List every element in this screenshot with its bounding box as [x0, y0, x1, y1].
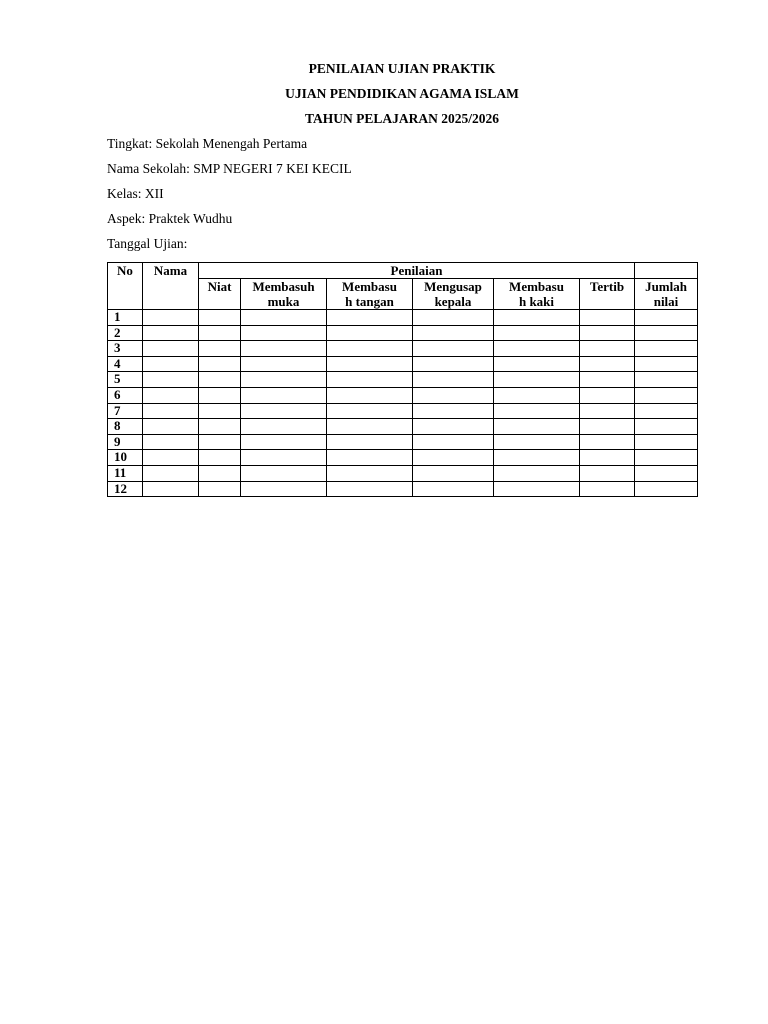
- cell-nama: [143, 481, 199, 497]
- cell-membasuh-muka: [241, 325, 327, 341]
- cell-tertib: [580, 372, 635, 388]
- cell-niat: [199, 465, 241, 481]
- cell-membasuh-muka: [241, 481, 327, 497]
- cell-jumlah-nilai: [635, 465, 698, 481]
- header-membasuh-tangan-l2: h tangan: [345, 294, 394, 309]
- cell-mengusap-kepala: [413, 403, 494, 419]
- cell-mengusap-kepala: [413, 325, 494, 341]
- title-line-1: PENILAIAN UJIAN PRAKTIK: [308, 61, 496, 76]
- row-number: 6: [108, 387, 143, 403]
- cell-nama: [143, 419, 199, 435]
- cell-membasuh-tangan: [327, 372, 413, 388]
- header-membasuh-muka-l1: Membasuh: [252, 279, 315, 294]
- cell-membasuh-kaki: [494, 450, 580, 466]
- cell-membasuh-tangan: [327, 450, 413, 466]
- cell-membasuh-tangan: [327, 403, 413, 419]
- header-tertib: Tertib: [580, 279, 635, 310]
- cell-membasuh-tangan: [327, 434, 413, 450]
- cell-membasuh-muka: [241, 403, 327, 419]
- cell-membasuh-kaki: [494, 434, 580, 450]
- table-row: [108, 341, 698, 357]
- grading-table: [107, 262, 698, 497]
- cell-membasuh-kaki: [494, 403, 580, 419]
- cell-niat: [199, 325, 241, 341]
- cell-tertib: [580, 310, 635, 326]
- cell-mengusap-kepala: [413, 341, 494, 357]
- cell-tertib: [580, 465, 635, 481]
- cell-membasuh-tangan: [327, 419, 413, 435]
- cell-tertib: [580, 419, 635, 435]
- cell-membasuh-kaki: [494, 325, 580, 341]
- header-membasuh-tangan-l1: Membasu: [342, 279, 397, 294]
- cell-membasuh-kaki: [494, 356, 580, 372]
- row-number: 4: [108, 356, 143, 372]
- cell-tertib: [580, 403, 635, 419]
- cell-jumlah-nilai: [635, 450, 698, 466]
- table-row: [108, 387, 698, 403]
- table-row: [108, 481, 698, 497]
- row-number: 1: [108, 310, 143, 326]
- cell-membasuh-tangan: [327, 325, 413, 341]
- cell-jumlah-nilai: [635, 419, 698, 435]
- header-membasuh-kaki-l1: Membasu: [509, 279, 564, 294]
- cell-nama: [143, 450, 199, 466]
- cell-niat: [199, 310, 241, 326]
- cell-membasuh-tangan: [327, 356, 413, 372]
- cell-membasuh-muka: [241, 356, 327, 372]
- row-number: 5: [108, 372, 143, 388]
- row-number: 8: [108, 419, 143, 435]
- cell-jumlah-nilai: [635, 387, 698, 403]
- cell-membasuh-tangan: [327, 387, 413, 403]
- cell-mengusap-kepala: [413, 419, 494, 435]
- cell-nama: [143, 356, 199, 372]
- cell-mengusap-kepala: [413, 356, 494, 372]
- grading-table-body: [108, 310, 698, 497]
- cell-membasuh-kaki: [494, 387, 580, 403]
- cell-tertib: [580, 450, 635, 466]
- header-membasuh-muka-l2: muka: [267, 294, 300, 309]
- cell-niat: [199, 356, 241, 372]
- header-jumlah-nilai-l1: Jumlah: [645, 279, 687, 294]
- cell-niat: [199, 387, 241, 403]
- cell-mengusap-kepala: [413, 310, 494, 326]
- cell-membasuh-muka: [241, 419, 327, 435]
- table-row: [108, 325, 698, 341]
- header-membasuh-muka: [241, 279, 327, 310]
- header-jumlah-nilai-l2: nilai: [653, 294, 679, 309]
- cell-membasuh-muka: [241, 434, 327, 450]
- cell-niat: [199, 403, 241, 419]
- header-mengusap-kepala-l1: Mengusap: [424, 279, 482, 294]
- cell-membasuh-muka: [241, 450, 327, 466]
- title-line-2: UJIAN PENDIDIKAN AGAMA ISLAM: [285, 86, 519, 101]
- cell-niat: [199, 450, 241, 466]
- cell-nama: [143, 310, 199, 326]
- cell-membasuh-kaki: [494, 481, 580, 497]
- header-mengusap-kepala: [413, 279, 494, 310]
- header-penilaian: Penilaian: [199, 263, 635, 279]
- cell-tertib: [580, 434, 635, 450]
- cell-nama: [143, 341, 199, 357]
- row-number: 12: [108, 481, 143, 497]
- cell-nama: [143, 403, 199, 419]
- cell-jumlah-nilai: [635, 356, 698, 372]
- cell-jumlah-nilai: [635, 403, 698, 419]
- cell-membasuh-tangan: [327, 481, 413, 497]
- row-number: 11: [108, 465, 143, 481]
- cell-nama: [143, 434, 199, 450]
- cell-membasuh-kaki: [494, 310, 580, 326]
- cell-membasuh-muka: [241, 387, 327, 403]
- cell-tertib: [580, 481, 635, 497]
- cell-niat: [199, 419, 241, 435]
- cell-jumlah-nilai: [635, 325, 698, 341]
- cell-niat: [199, 481, 241, 497]
- row-number: 10: [108, 450, 143, 466]
- row-number: 9: [108, 434, 143, 450]
- cell-membasuh-kaki: [494, 341, 580, 357]
- header-membasuh-kaki-l2: h kaki: [518, 294, 555, 309]
- table-row: [108, 450, 698, 466]
- row-number: 7: [108, 403, 143, 419]
- cell-jumlah-nilai: [635, 341, 698, 357]
- cell-membasuh-kaki: [494, 419, 580, 435]
- info-tanggal-ujian: Tanggal Ujian:: [107, 236, 188, 251]
- cell-mengusap-kepala: [413, 372, 494, 388]
- cell-niat: [199, 434, 241, 450]
- cell-membasuh-muka: [241, 465, 327, 481]
- cell-tertib: [580, 341, 635, 357]
- cell-niat: [199, 341, 241, 357]
- cell-mengusap-kepala: [413, 465, 494, 481]
- header-jumlah-nilai: [635, 279, 698, 310]
- header-mengusap-kepala-l2: kepala: [434, 294, 472, 309]
- cell-mengusap-kepala: [413, 387, 494, 403]
- table-row: [108, 403, 698, 419]
- cell-jumlah-nilai: [635, 434, 698, 450]
- cell-tertib: [580, 387, 635, 403]
- table-row: [108, 310, 698, 326]
- cell-jumlah-nilai: [635, 372, 698, 388]
- cell-membasuh-muka: [241, 372, 327, 388]
- cell-nama: [143, 387, 199, 403]
- cell-nama: [143, 325, 199, 341]
- cell-membasuh-muka: [241, 310, 327, 326]
- header-empty: [635, 263, 698, 279]
- info-aspek: Aspek: Praktek Wudhu: [107, 211, 233, 226]
- cell-membasuh-tangan: [327, 341, 413, 357]
- cell-niat: [199, 372, 241, 388]
- cell-membasuh-kaki: [494, 372, 580, 388]
- table-row: [108, 372, 698, 388]
- table-row: [108, 419, 698, 435]
- cell-jumlah-nilai: [635, 481, 698, 497]
- cell-mengusap-kepala: [413, 434, 494, 450]
- header-membasuh-kaki: [494, 279, 580, 310]
- table-row: [108, 356, 698, 372]
- table-row: [108, 465, 698, 481]
- header-membasuh-tangan: [327, 279, 413, 310]
- cell-membasuh-tangan: [327, 310, 413, 326]
- cell-membasuh-kaki: [494, 465, 580, 481]
- cell-tertib: [580, 325, 635, 341]
- info-tingkat: Tingkat: Sekolah Menengah Pertama: [107, 136, 308, 151]
- cell-tertib: [580, 356, 635, 372]
- info-nama-sekolah: Nama Sekolah: SMP NEGERI 7 KEI KECIL: [107, 161, 352, 176]
- cell-nama: [143, 372, 199, 388]
- header-no: No: [108, 263, 143, 310]
- cell-jumlah-nilai: [635, 310, 698, 326]
- cell-membasuh-tangan: [327, 465, 413, 481]
- table-row: [108, 434, 698, 450]
- row-number: 3: [108, 341, 143, 357]
- header-nama: Nama: [143, 263, 199, 310]
- info-kelas: Kelas: XII: [107, 186, 164, 201]
- cell-nama: [143, 465, 199, 481]
- cell-mengusap-kepala: [413, 450, 494, 466]
- cell-mengusap-kepala: [413, 481, 494, 497]
- cell-membasuh-muka: [241, 341, 327, 357]
- title-line-3: TAHUN PELAJARAN 2025/2026: [304, 111, 499, 126]
- row-number: 2: [108, 325, 143, 341]
- header-niat: Niat: [199, 279, 241, 310]
